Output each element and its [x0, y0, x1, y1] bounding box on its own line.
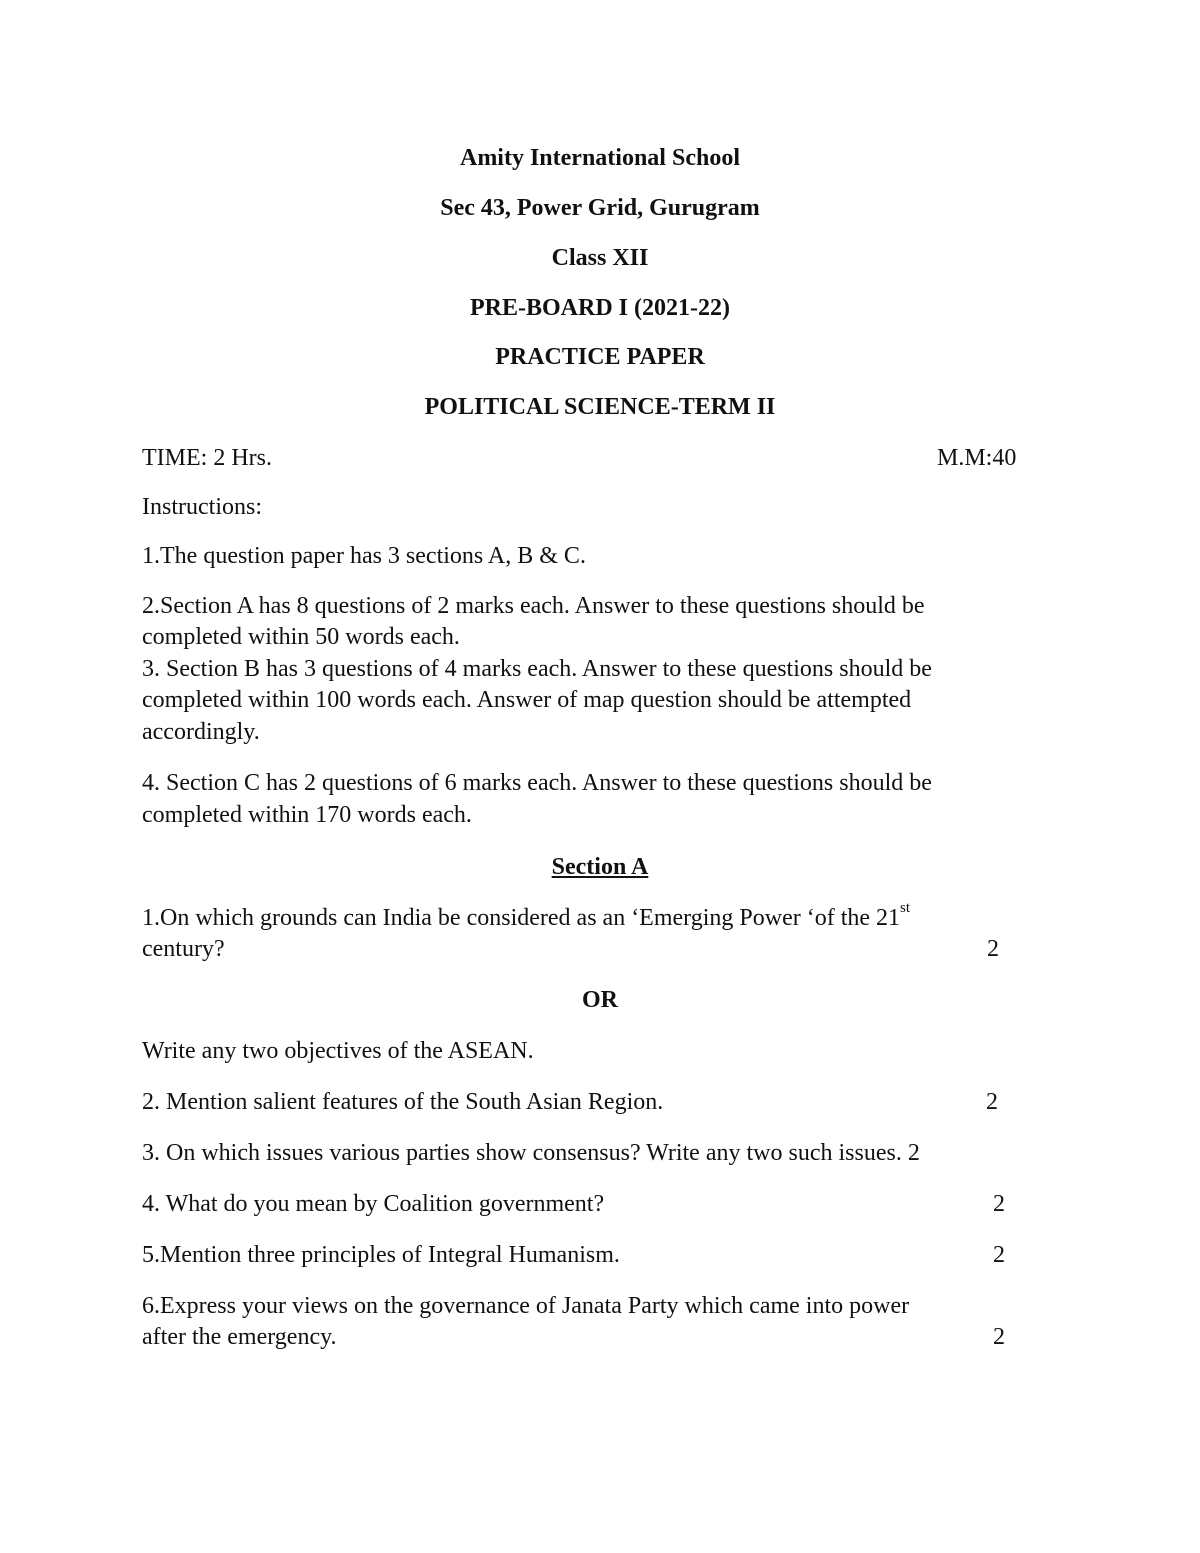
question-1-line-1 [142, 900, 911, 934]
class-label: Class XII [551, 245, 649, 271]
school-address: Sec 43, Power Grid, Gurugram [440, 195, 760, 221]
question-5-marks: 2 [993, 1242, 1005, 1268]
subject-title: POLITICAL SCIENCE-TERM II [424, 394, 776, 420]
question-1-marks: 2 [987, 936, 999, 962]
question-6-line-1: 6.Express your views on the governance of Janata Party which came into power [142, 1293, 910, 1319]
question-1-superscript: st [900, 900, 911, 916]
question-1-text: 1.On which grounds can India be considered as an ‘Emerging Power ‘of the 21 [142, 905, 901, 931]
instructions-heading: Instructions: [142, 494, 262, 520]
instruction-1: 1.The question paper has 3 sections A, B & C. [142, 543, 586, 569]
question-4: 4. What do you mean by Coalition government? [142, 1191, 605, 1217]
question-6-line-2: after the emergency. [142, 1324, 337, 1350]
question-4-marks: 2 [993, 1191, 1005, 1217]
question-1-alternative: Write any two objectives of the ASEAN. [142, 1038, 534, 1064]
exam-title: PRE-BOARD I (2021-22) [470, 295, 730, 321]
or-divider: OR [582, 987, 618, 1013]
instruction-3-line-3: accordingly. [142, 719, 260, 745]
question-6-marks: 2 [993, 1324, 1005, 1350]
instruction-3-line-2: completed within 100 words each. Answer of map question should be attempted [142, 687, 912, 713]
instruction-3-line-1: 3. Section B has 3 questions of 4 marks each. Answer to these questions should be [142, 656, 932, 682]
instruction-4-line-1: 4. Section C has 2 questions of 6 marks each. Answer to these questions should be [142, 770, 932, 796]
question-1-line-2: century? [142, 936, 225, 962]
time-allowed: TIME: 2 Hrs. [142, 445, 272, 471]
question-2-marks: 2 [986, 1089, 998, 1115]
max-marks: M.M:40 [937, 445, 1017, 471]
question-2: 2. Mention salient features of the South Asian Region. [142, 1089, 664, 1115]
paper-type: PRACTICE PAPER [495, 344, 705, 370]
instruction-2-line-2: completed within 50 words each. [142, 624, 460, 650]
instruction-2-line-1: 2.Section A has 8 questions of 2 marks each. Answer to these questions should be [142, 593, 925, 619]
question-3: 3. On which issues various parties show consensus? Write any two such issues. 2 [142, 1140, 920, 1166]
section-a-heading: Section A [551, 854, 649, 880]
question-5: 5.Mention three principles of Integral Humanism. [142, 1242, 620, 1268]
school-name: Amity International School [459, 145, 740, 171]
instruction-4-line-2: completed within 170 words each. [142, 802, 472, 828]
